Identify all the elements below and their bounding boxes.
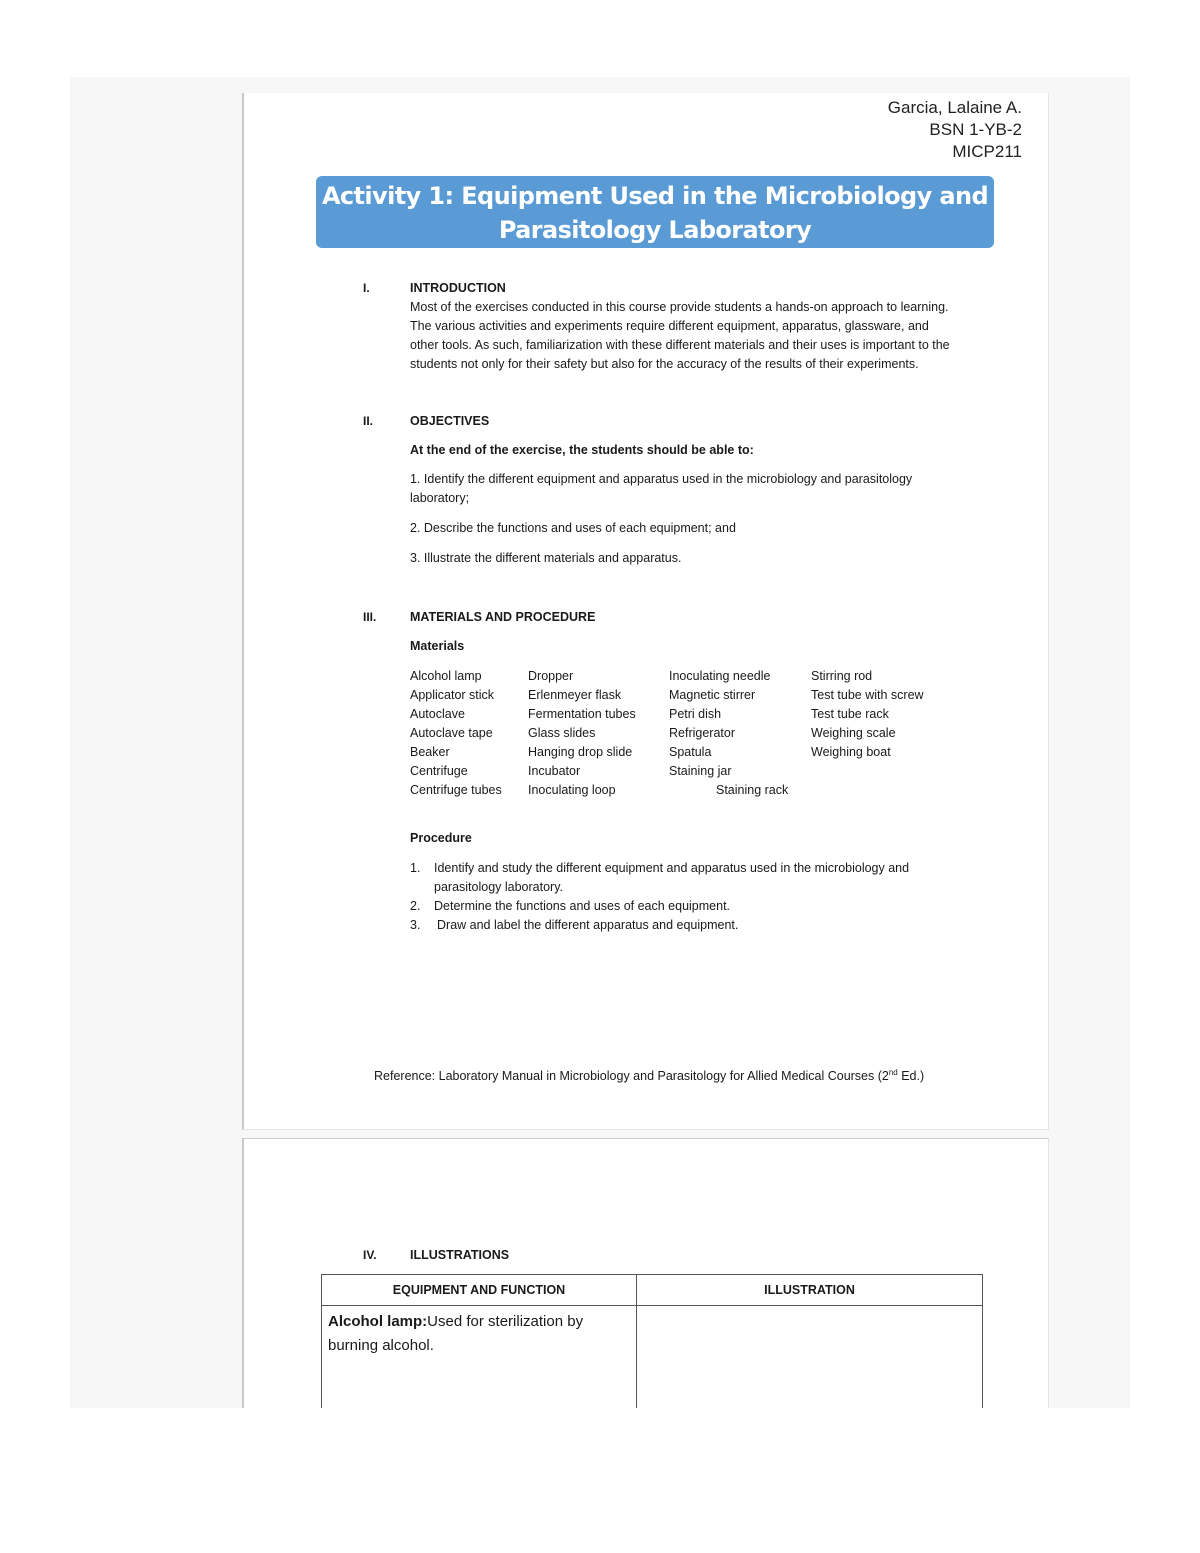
section-number-intro: I. bbox=[363, 281, 370, 295]
section-heading-illustrations: ILLUSTRATIONS bbox=[410, 1248, 510, 1262]
section-heading-objectives: OBJECTIVES bbox=[410, 414, 490, 428]
objectives-lead: At the end of the exercise, the students should be able to: bbox=[410, 443, 754, 457]
illustrations-table bbox=[321, 1274, 983, 1408]
procedure-heading: Procedure bbox=[410, 831, 472, 845]
material-item: Petri dish bbox=[669, 707, 722, 721]
student-name: Garcia, Lalaine A. bbox=[887, 98, 1022, 117]
objective-item: 2. Describe the functions and uses of each equipment; and bbox=[410, 521, 736, 535]
step-text: Determine the functions and uses of each equipment. bbox=[434, 899, 731, 913]
procedure-steps bbox=[410, 859, 909, 935]
section-number-objectives: II. bbox=[363, 414, 374, 428]
procedure-step bbox=[410, 916, 909, 935]
material-item: Stirring rod bbox=[811, 669, 873, 683]
material-item: Test tube rack bbox=[811, 707, 889, 721]
section-heading-materials: MATERIALS AND PROCEDURE bbox=[410, 610, 596, 624]
objective-item: 1. Identify the different equipment and apparatus used in the microbiology and parasitology laboratory; bbox=[410, 472, 913, 505]
material-item: Alcohol lamp bbox=[410, 669, 482, 683]
equipment-term: Alcohol lamp: bbox=[328, 1313, 428, 1330]
material-item: Erlenmeyer flask bbox=[528, 688, 622, 702]
materials-column-3 bbox=[669, 667, 788, 800]
document-viewer[interactable] bbox=[70, 77, 1130, 1408]
student-header bbox=[888, 97, 1022, 163]
material-item: Weighing boat bbox=[811, 745, 891, 759]
material-item: Incubator bbox=[528, 764, 581, 778]
table-header-row bbox=[322, 1275, 983, 1306]
section-heading-intro: INTRODUCTION bbox=[410, 281, 506, 295]
material-item: Inoculating loop bbox=[528, 783, 616, 797]
material-item: Inoculating needle bbox=[669, 669, 771, 683]
step-number: 1. bbox=[410, 861, 421, 875]
material-item: Test tube with screw bbox=[811, 688, 924, 702]
step-number: 2. bbox=[410, 899, 421, 913]
material-item: Beaker bbox=[410, 745, 450, 759]
reference-note bbox=[374, 1068, 924, 1083]
material-item: Dropper bbox=[528, 669, 574, 683]
document-page-1 bbox=[242, 93, 1049, 1130]
section-number-materials: III. bbox=[363, 610, 377, 624]
procedure-step-continued: parasitology laboratory. bbox=[434, 880, 564, 894]
step-text: Identify and study the different equipment and apparatus used in the microbiology and bbox=[434, 861, 910, 875]
student-section: BSN 1-YB-2 bbox=[929, 120, 1022, 139]
equipment-function-cell bbox=[322, 1306, 637, 1409]
course-code: MICP211 bbox=[952, 142, 1022, 161]
materials-column-4 bbox=[811, 667, 924, 762]
material-item: Spatula bbox=[669, 745, 712, 759]
materials-heading: Materials bbox=[410, 639, 465, 653]
materials-column-2 bbox=[528, 667, 636, 800]
column-header-illustration: ILLUSTRATION bbox=[637, 1275, 983, 1306]
reference-text: Reference: Laboratory Manual in Microbiology and Parasitology for Allied Medical Courses (2 bbox=[374, 1069, 889, 1084]
activity-title-banner bbox=[316, 176, 994, 248]
activity-title-line-2: Parasitology Laboratory bbox=[498, 216, 812, 244]
material-item: Autoclave bbox=[410, 707, 465, 721]
materials-column-1 bbox=[410, 667, 502, 800]
material-item: Autoclave tape bbox=[410, 726, 493, 740]
table-row bbox=[322, 1306, 983, 1409]
material-item: Staining rack bbox=[716, 783, 789, 797]
material-item: Weighing scale bbox=[811, 726, 896, 740]
material-item: Glass slides bbox=[528, 726, 596, 740]
equipment-description: Used for sterilization by burning alcohol. bbox=[328, 1313, 584, 1354]
material-item: Staining jar bbox=[669, 764, 732, 778]
document-page-2 bbox=[242, 1138, 1049, 1408]
illustration-cell bbox=[637, 1306, 983, 1409]
material-item: Magnetic stirrer bbox=[669, 688, 756, 702]
section-number-illustrations: IV. bbox=[363, 1248, 377, 1262]
step-number: 3. bbox=[410, 918, 421, 932]
intro-paragraph: Most of the exercises conducted in this course provide students a hands-on approach to learning. The various activities and experiments require different equipment, apparatus, glassware, and other tools. As such, familiarization with these different materials and their uses is important to the students not only for their safety but also for the accuracy of the results of their experiments. bbox=[410, 300, 950, 371]
material-item: Refrigerator bbox=[669, 726, 735, 740]
reference-superscript: nd bbox=[888, 1068, 898, 1077]
material-item: Centrifuge bbox=[410, 764, 468, 778]
reference-tail: Ed.) bbox=[897, 1069, 925, 1084]
material-item: Applicator stick bbox=[410, 688, 495, 702]
material-item: Centrifuge tubes bbox=[410, 783, 502, 797]
procedure-step bbox=[410, 859, 909, 878]
procedure-step bbox=[410, 897, 909, 916]
column-header-equipment: EQUIPMENT AND FUNCTION bbox=[322, 1275, 637, 1306]
material-item: Fermentation tubes bbox=[528, 707, 636, 721]
objective-item: 3. Illustrate the different materials and apparatus. bbox=[410, 551, 682, 565]
activity-title-line-1: Activity 1: Equipment Used in the Microbiology and bbox=[321, 182, 989, 210]
step-text: Draw and label the different apparatus and equipment. bbox=[437, 918, 739, 932]
material-item: Hanging drop slide bbox=[528, 745, 633, 759]
